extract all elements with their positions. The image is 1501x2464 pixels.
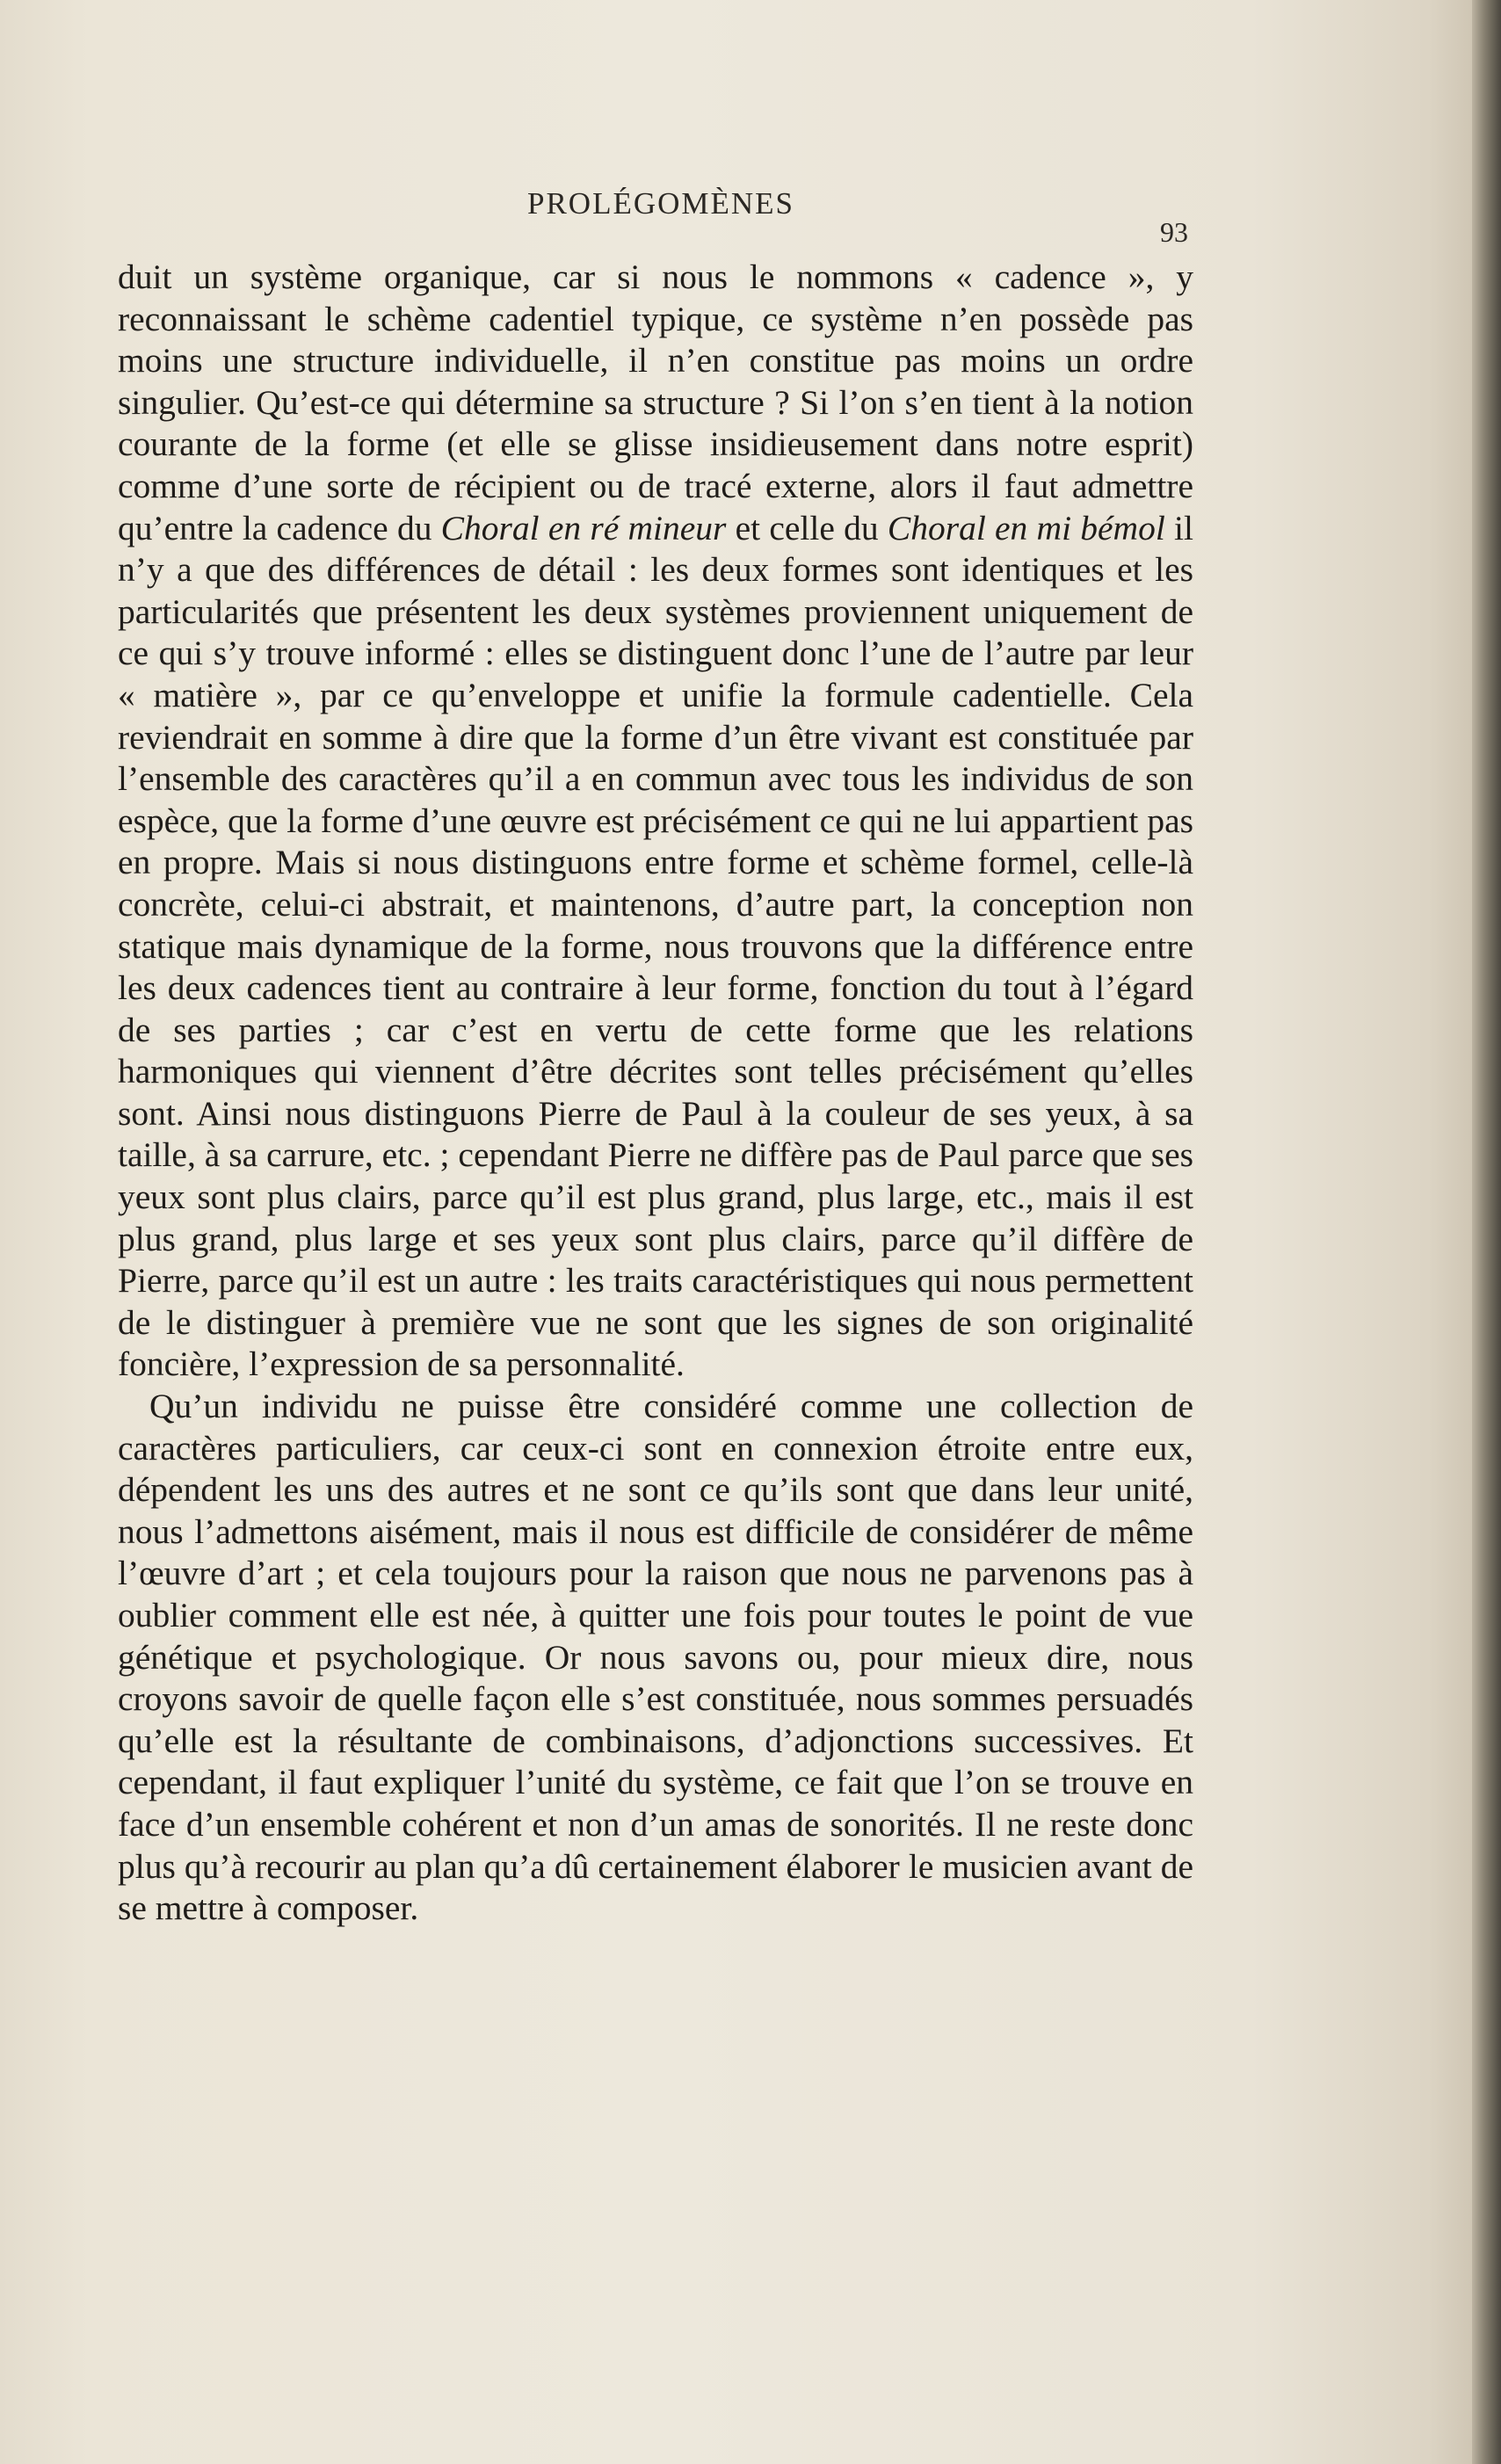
page-header [0, 186, 1472, 248]
work-title-choral-mi-bemol: Choral en mi bémol [887, 508, 1165, 547]
paragraph-1-text-c: il n’y a que des différences de détail : les deux formes sont identiques et les particularités que présentent les deux systèmes proviennent uniquement de ce qui s’y trouve informé : elles se distinguent donc l’une de l’autre par leur « matière », par ce qu’enveloppe et unifie la formule cadentielle. Cela reviendrait en somme à dire que la forme d’un être vivant est constituée par l’ensemble des caractères qu’il a en commun avec tous les individus de son espèce, que la forme d’une œuvre est précisément ce qui ne lui appartient pas en propre. Mais si nous distinguons entre forme et schème formel, celle-là concrète, celui-ci abstrait, et maintenons, d’autre part, la conception non statique mais dynamique de la forme, nous trouvons que la différence entre les deux cadences tient au contraire à leur forme, fonction du tout à l’égard de ses parties ; car c’est en vertu de cette forme que les relations harmoniques qui viennent d’être décrites sont telles précisément qu’elles sont. Ainsi nous distinguons Pierre de Paul à la couleur de ses yeux, à sa taille, à sa carrure, etc. ; cependant Pierre ne diffère pas de Paul parce que ses yeux sont plus clairs, parce qu’il est plus grand, plus large, etc., mais il est plus grand, plus large et ses yeux sont plus clairs, parce qu’il diffère de Pierre, parce qu’il est un autre : les traits caractéristiques qui nous permettent de le distinguer à première vue ne sont que les signes de son originalité foncière, l’expression de sa personnalité. [118, 508, 1193, 1384]
paragraph-2: Qu’un individu ne puisse être considéré comme une collection de caractères particuliers, car ceux-ci sont en connexion étroite entre eux, dépendent les uns des autres et ne sont ce qu’ils sont que dans leur unité, nous l’admettons aisément, mais il nous est difficile de considérer de même l’œuvre d’art ; et cela toujours pour la raison que nous ne parvenons pas à oublier comment elle est née, à quitter une fois pour toutes le point de vue génétique et psychologique. Or nous savons ou, pour mieux dire, nous croyons savoir de quelle façon elle s’est constituée, nous sommes persuadés qu’elle est la résultante de combinaisons, d’adjonctions successives. Et cependant, il faut expliquer l’unité du système, ce fait que l’on se trouve en face d’un ensemble cohérent et non d’un amas de sonorités. Il ne reste donc plus qu’à recourir au plan qu’a dû certainement élaborer le musicien avant de se mettre à composer. [118, 1387, 1193, 1928]
paragraph-1-text-a: duit un système organique, car si nous le nommons « cadence », y reconnaissant le schème cadentiel typique, ce système n’en possède pas moins une structure individuelle, il n’en constitue pas moins un ordre singulier. Qu’est-ce qui détermine sa structure ? Si l’on s’en tient à la notion courante de la forme (et elle se glisse insidieusement dans notre esprit) comme d’une sorte de récipient ou de tracé externe, alors il faut admettre qu’entre la cadence du [118, 257, 1193, 547]
work-title-choral-re-mineur: Choral en ré mineur [440, 508, 727, 547]
paragraph-1-text-b: et celle du [726, 508, 888, 547]
running-title: PROLÉGOMÈNES [527, 186, 795, 221]
page-number: 93 [1160, 216, 1188, 248]
page-edge-shadow [1472, 0, 1501, 2464]
body-text [118, 257, 1193, 1930]
paragraph-1 [118, 257, 1193, 1386]
